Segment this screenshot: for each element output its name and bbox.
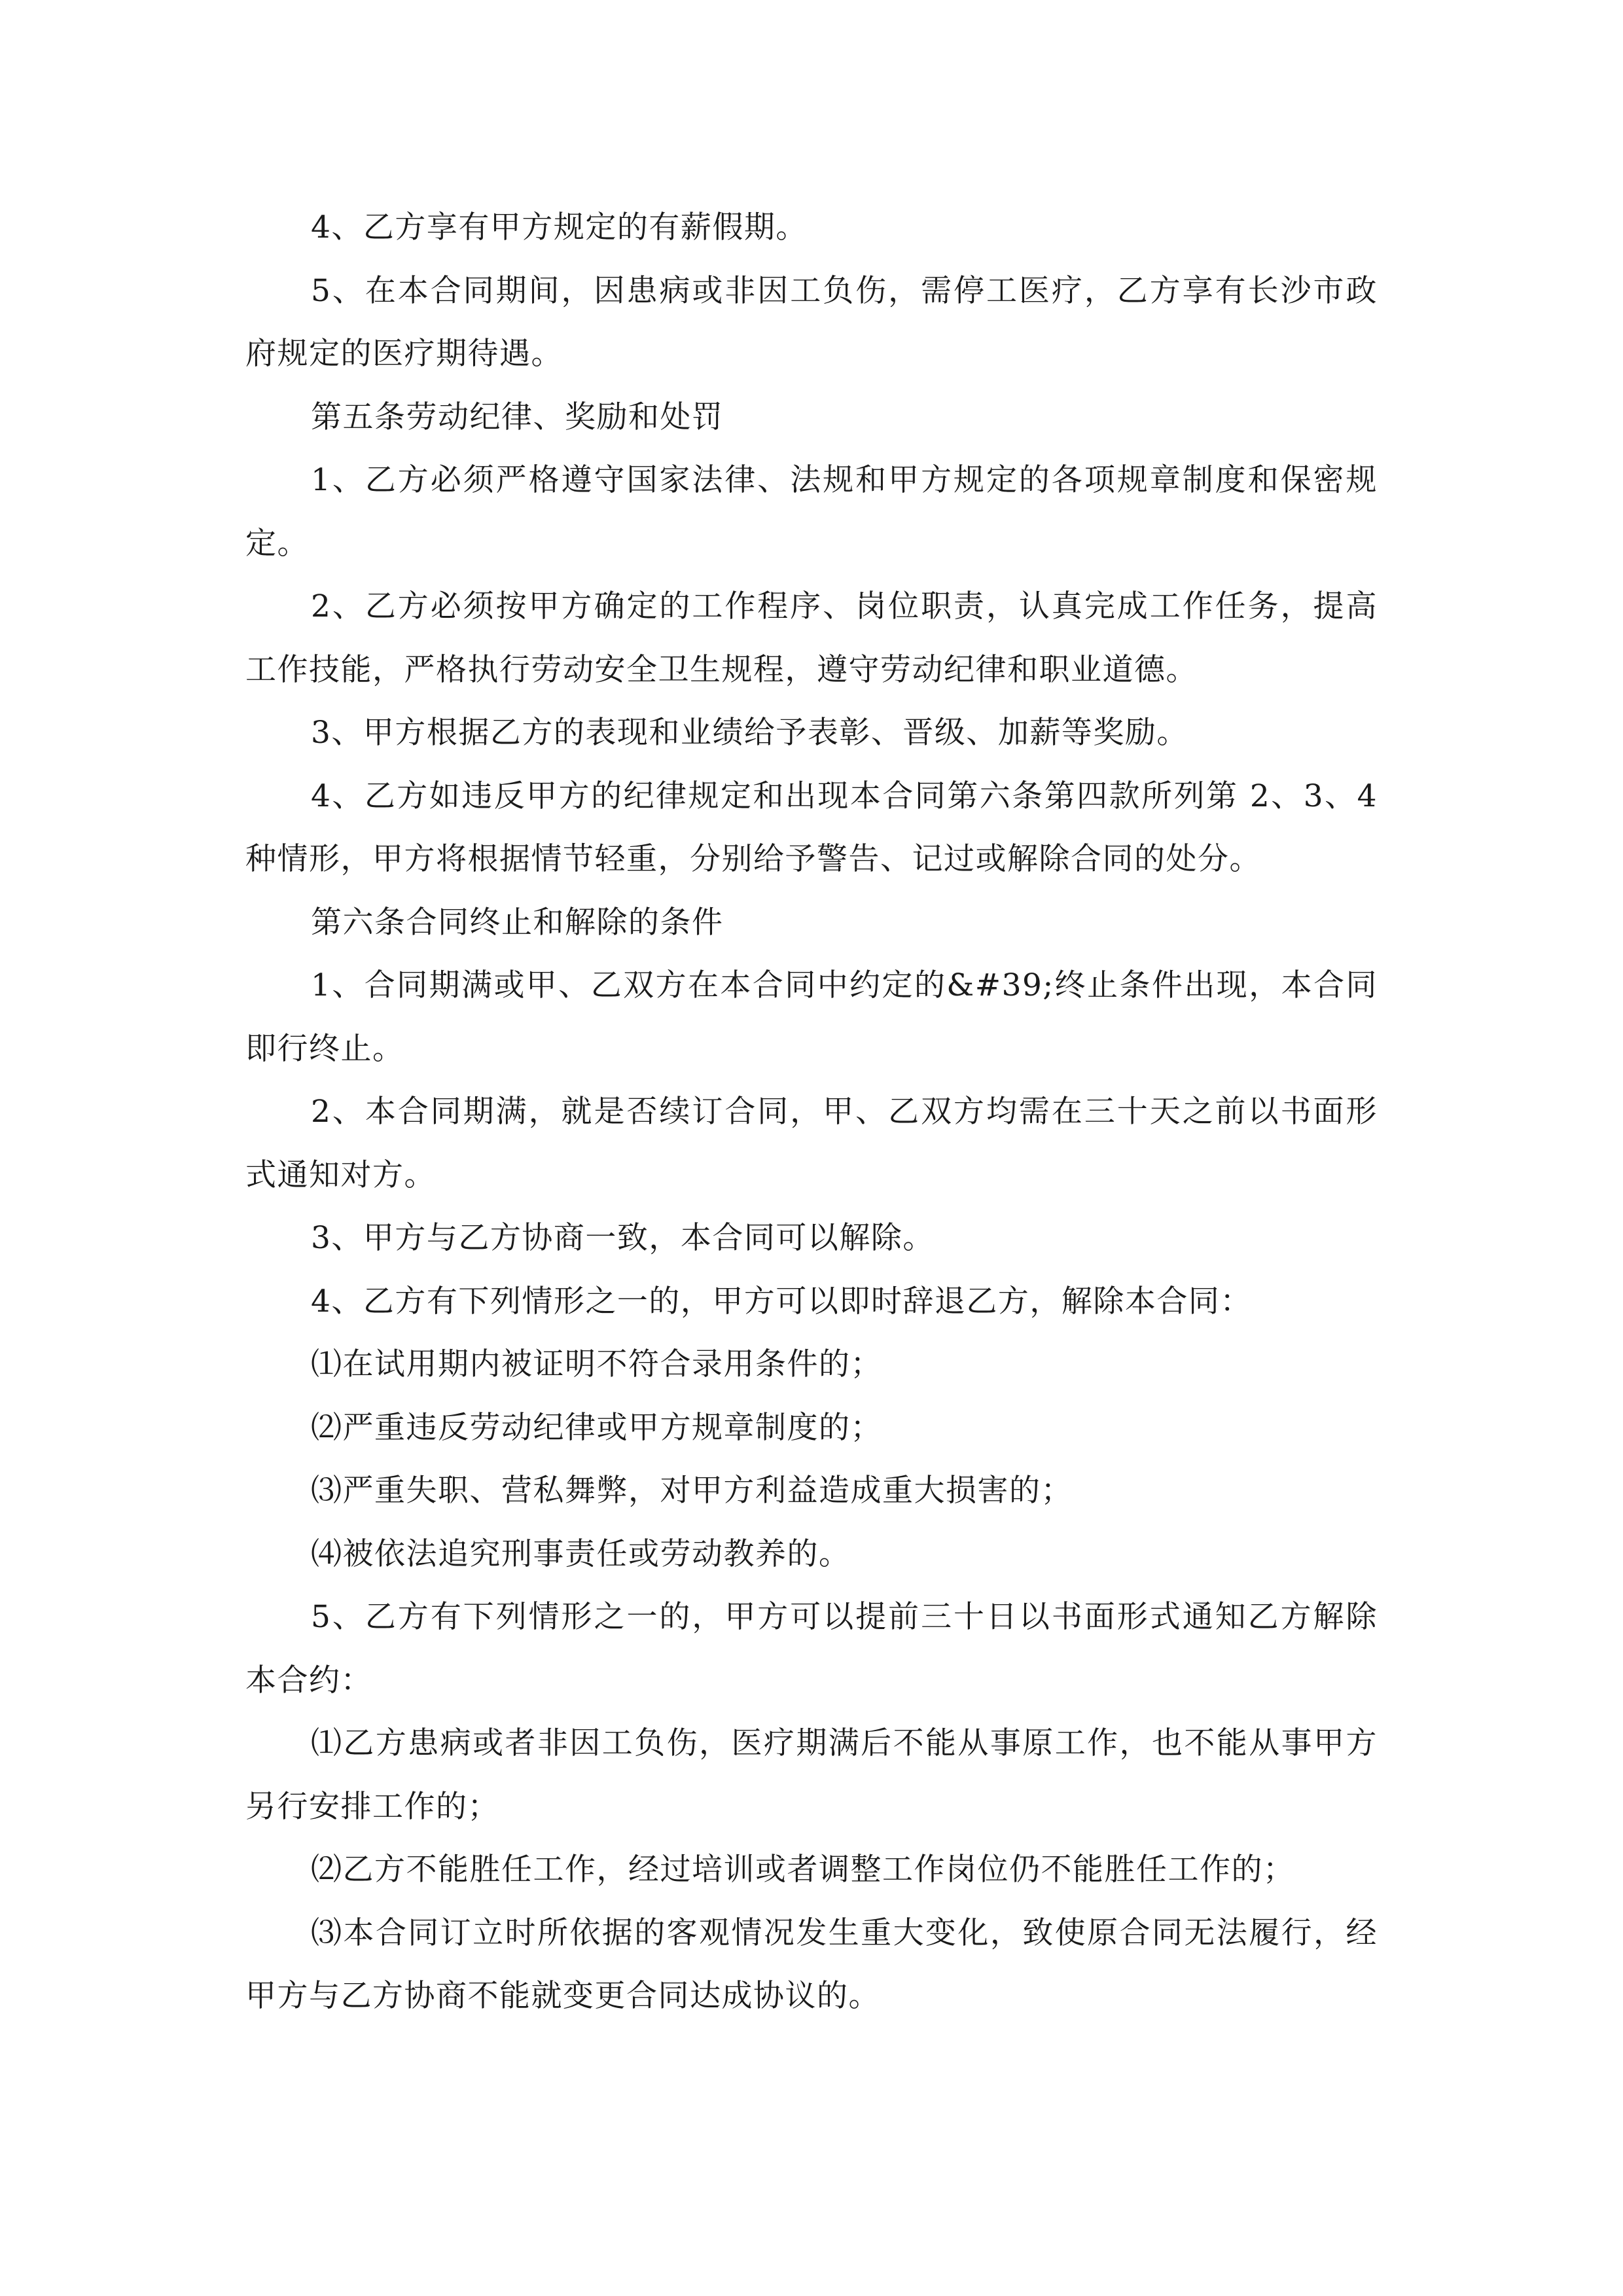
list-item-4-1: ⑴在试用期内被证明不符合录用条件的； — [311, 1346, 882, 1382]
clause-discipline-4: 4、乙方如违反甲方的纪律规定和出现本合同第六条第四款所列第 2、3、4 种情形，甲方将根据情节轻重，分别给予警告、记过或解除合同的处分。 — [245, 778, 1378, 877]
clause-discipline-1: 1、乙方必须严格遵守国家法律、法规和甲方规定的各项规章制度和保密规定。 — [245, 462, 1378, 562]
section-heading-article-6: 第六条合同终止和解除的条件 — [311, 904, 724, 941]
clause-termination-4: 4、乙方有下列情形之一的，甲方可以即时辞退乙方，解除本合同： — [311, 1283, 1252, 1319]
clause-discipline-3: 3、甲方根据乙方的表现和业绩给予表彰、晋级、加薪等奖励。 — [311, 715, 1188, 751]
clause-discipline-2: 2、乙方必须按甲方确定的工作程序、岗位职责，认真完成工作任务，提高工作技能，严格执行劳动安全卫生规程，遵守劳动纪律和职业道德。 — [245, 588, 1378, 688]
list-item-4-2: ⑵严重违反劳动纪律或甲方规章制度的； — [311, 1409, 882, 1446]
clause-termination-3: 3、甲方与乙方协商一致，本合同可以解除。 — [311, 1220, 935, 1256]
clause-medical-period: 5、在本合同期间，因患病或非因工负伤，需停工医疗，乙方享有长沙市政府规定的医疗期待遇。 — [245, 272, 1378, 372]
list-item-4-4: ⑷被依法追究刑事责任或劳动教养的。 — [311, 1535, 851, 1572]
list-item-5-3: ⑶本合同订立时所依据的客观情况发生重大变化，致使原合同无法履行，经甲方与乙方协商不能就变更合同达成协议的。 — [245, 1914, 1378, 2014]
list-item-5-2: ⑵乙方不能胜任工作，经过培训或者调整工作岗位仍不能胜任工作的； — [311, 1852, 1295, 1888]
list-item-4-3: ⑶严重失职、营私舞弊，对甲方利益造成重大损害的； — [311, 1473, 1073, 1509]
clause-termination-5: 5、乙方有下列情形之一的，甲方可以提前三十日以书面形式通知乙方解除本合约： — [245, 1599, 1378, 1698]
clause-paid-leave: 4、乙方享有甲方规定的有薪假期。 — [311, 209, 808, 245]
clause-termination-1: 1、合同期满或甲、乙双方在本合同中约定的&#39;终止条件出现，本合同即行终止。 — [245, 967, 1378, 1067]
section-heading-article-5: 第五条劳动纪律、奖励和处罚 — [311, 399, 724, 435]
document-body — [245, 196, 1378, 2028]
list-item-5-1: ⑴乙方患病或者非因工负伤，医疗期满后不能从事原工作，也不能从事甲方另行安排工作的； — [245, 1725, 1378, 1825]
clause-termination-2: 2、本合同期满，就是否续订合同，甲、乙双方均需在三十天之前以书面形式通知对方。 — [245, 1094, 1378, 1193]
